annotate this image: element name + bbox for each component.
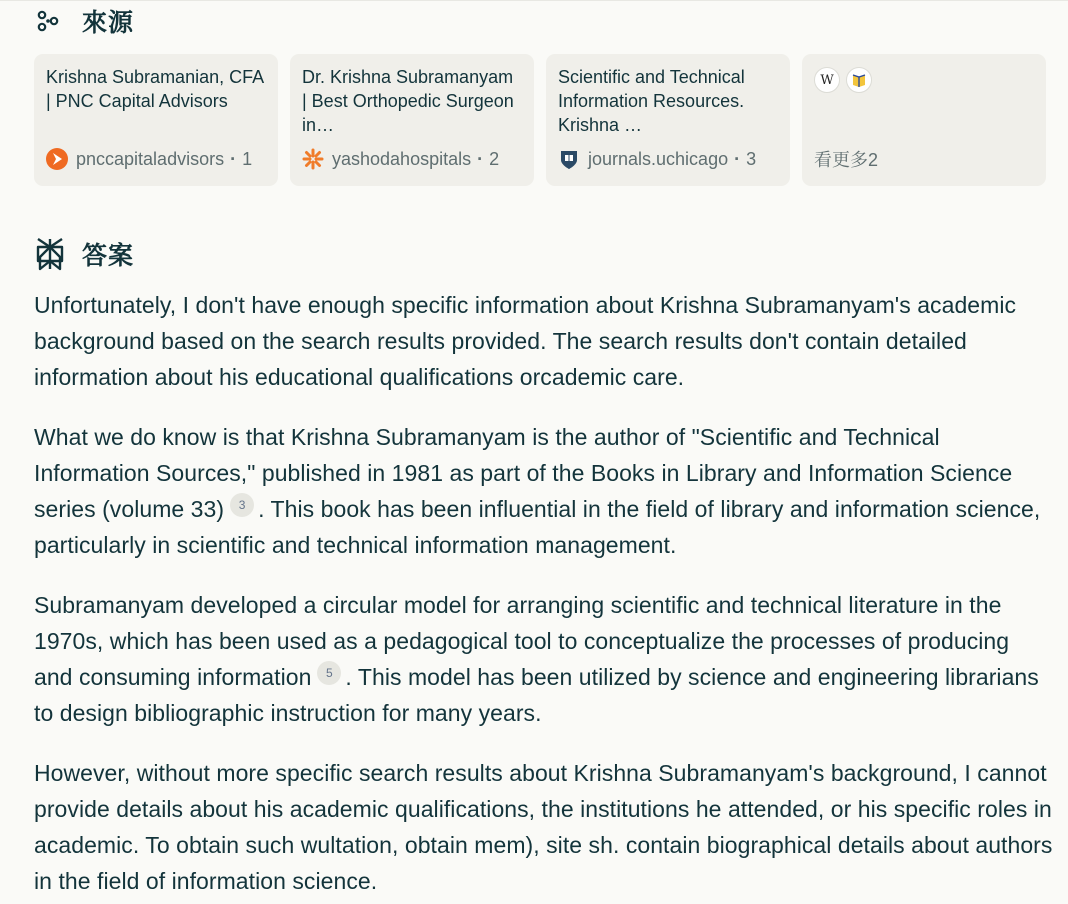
source-card-title: Scientific and Technical Information Resources. Krishna … [558,67,745,135]
citation-badge[interactable]: 5 [317,661,341,685]
source-card-meta [46,148,252,170]
more-sources-card[interactable] [802,54,1046,186]
source-site: yashodahospitals [332,148,472,169]
perplexity-logo-icon [34,237,68,271]
yashoda-favicon [302,148,324,170]
source-card-title: Krishna Subramanian, CFA | PNC Capital Advisors [46,67,264,111]
source-index: 2 [489,148,500,169]
separator-dot: · [230,148,237,169]
source-card-3[interactable] [546,54,790,186]
source-card-2[interactable] [290,54,534,186]
source-card-1[interactable] [34,54,278,186]
top-divider [0,0,1068,1]
source-card-meta [302,148,499,170]
more-sources-icons [814,67,1034,93]
source-cards [34,54,1046,186]
uchicago-favicon [558,148,580,170]
paragraph-text: . This model has been utilized by science and engineering librarians to design bibliographic instruction for many years. [34,664,1039,726]
wikipedia-icon: W [814,67,840,93]
separator-dot: · [477,148,484,169]
source-site: journals.uchicago [588,148,729,169]
answer-body [34,287,1054,904]
paragraph-text: What we do know is that Krishna Subramanyam is the author of "Scientific and Technical Information Sources," published in 1981 as part of the Books in Library and Information Science series (volume 33) [34,424,1013,522]
answer-paragraph-3 [34,587,1054,731]
paragraph-text: Subramanyam developed a circular model for arranging scientific and technical literature in the 1970s, which has been used as a pedagogical tool to conceptualize the processes of producing and consuming information [34,592,1010,690]
sources-icon [34,4,68,38]
book-favicon-icon [846,67,872,93]
answer-paragraph-2 [34,419,1054,563]
sources-heading [34,3,134,39]
source-card-title: Dr. Krishna Subramanyam | Best Orthopedic Surgeon in… [302,67,514,135]
source-card-meta [558,148,756,170]
sources-heading-label: 來源 [82,9,135,37]
answer-paragraph-1: Unfortunately, I don't have enough specific information about Krishna Subramanyam's academic background based on the search results provided. The search results don't contain detailed information about his educational qualifications orcademic care. [34,292,1017,390]
show-more-label: 看更多2 [814,150,879,170]
citation-badge[interactable]: 3 [230,493,254,517]
paragraph-text: . This book has been influential in the field of library and information science, particularly in scientific and technical information management. [34,496,1041,558]
pnc-favicon [46,148,68,170]
answer-heading [34,236,134,272]
separator-dot: · [734,148,741,169]
source-index: 3 [746,148,757,169]
source-site: pnccapitaladvisors [76,148,225,169]
answer-heading-label: 答案 [82,242,135,270]
answer-paragraph-4: However, without more specific search results about Krishna Subramanyam's background, I cannot provide details about his academic qualifications, the institutions he attended, or his specific roles in academic. To obtain such wultation, obtain mem), site sh. contain biographical details about authors in the field of information science. [34,760,1053,894]
source-index: 1 [242,148,253,169]
